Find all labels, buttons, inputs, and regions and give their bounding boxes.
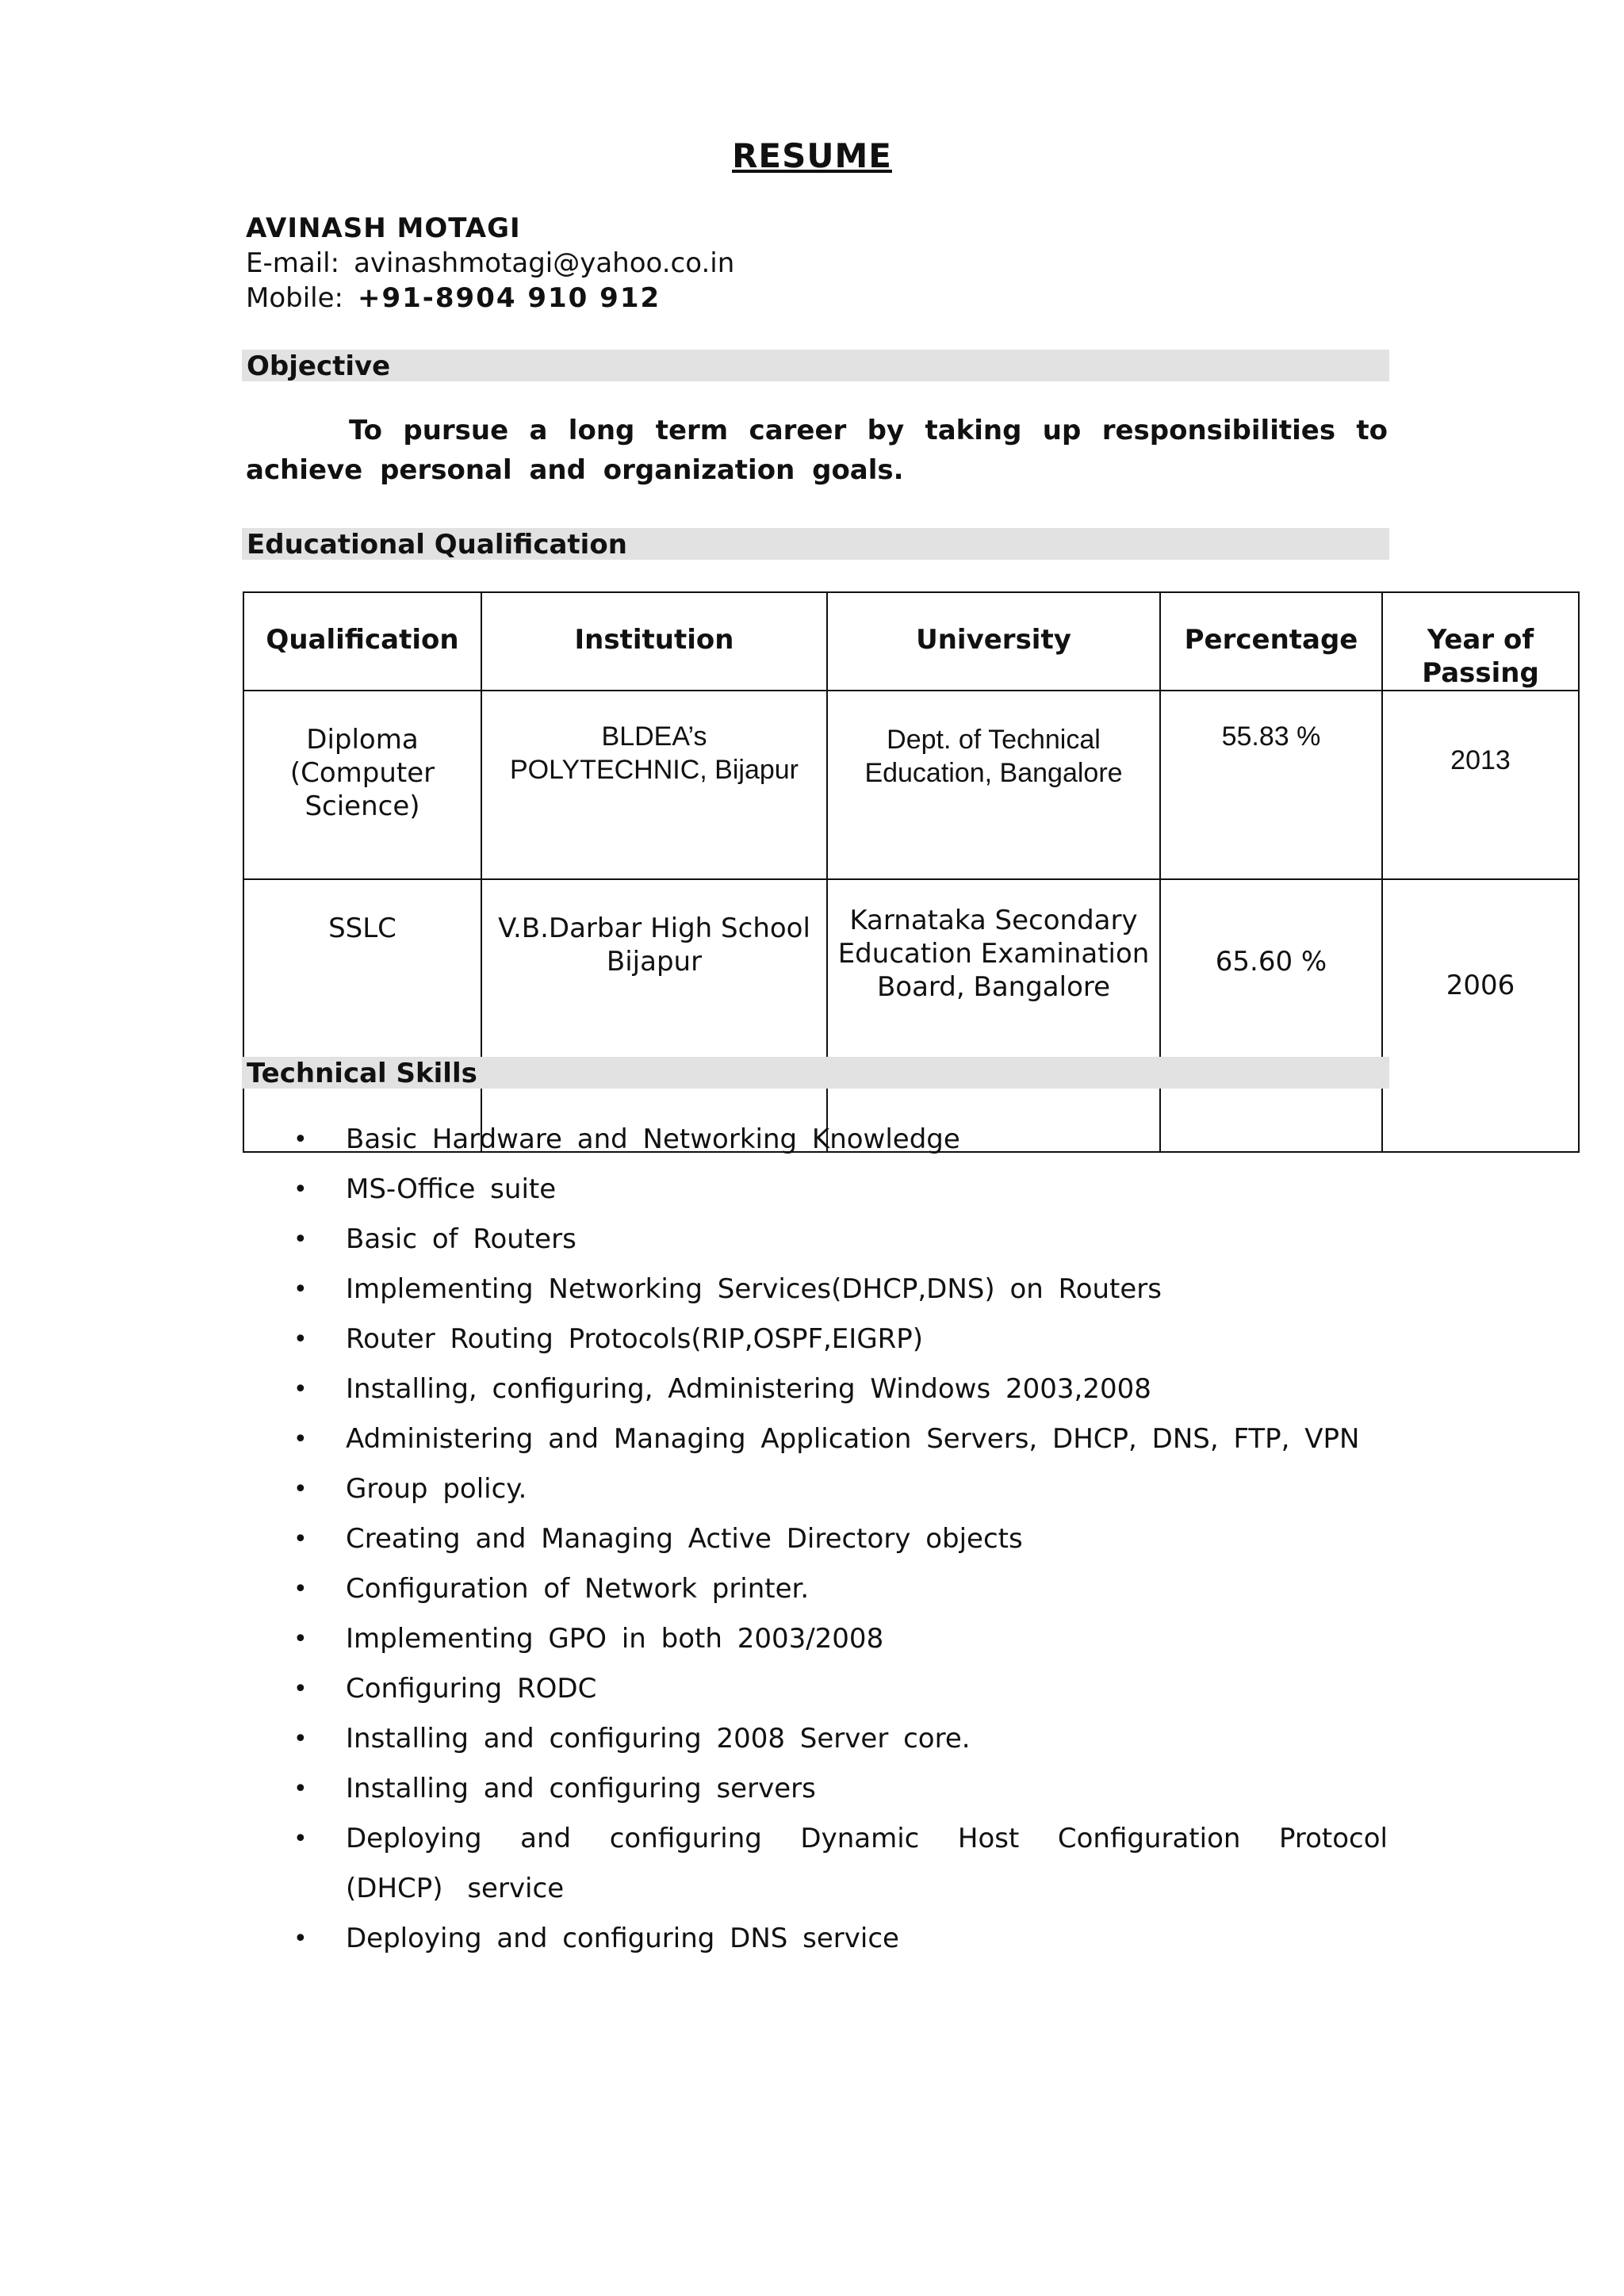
table-row	[243, 691, 1579, 879]
list-item: • Basic Hardware and Networking Knowledge	[293, 1115, 1388, 1165]
column-header: Year of Passing	[1382, 592, 1579, 691]
column-header: Institution	[481, 592, 827, 691]
skills-list	[293, 1115, 1388, 1964]
list-item: • Group policy.	[293, 1464, 1388, 1514]
list-item: • Router Routing Protocols(RIP,OSPF,EIGRP)	[293, 1314, 1388, 1364]
list-item: • MS-Office suite	[293, 1165, 1388, 1215]
bullet-icon: •	[293, 1575, 308, 1603]
list-item: • Configuration of Network printer.	[293, 1564, 1388, 1614]
university-cell: Dept. of Technical Education, Bangalore	[827, 691, 1160, 879]
institution-line: BLDEA’s	[601, 721, 707, 752]
list-item: • Implementing Networking Services(DHCP,DNS) on Routers	[293, 1265, 1388, 1314]
percentage-cell: 65.60 %	[1160, 879, 1382, 1152]
skills-heading: Technical Skills	[242, 1057, 1389, 1089]
objective-text: To pursue a long term career by taking up responsibilities to achieve personal and organization goals.	[246, 415, 1388, 486]
objective-heading: Objective	[242, 350, 1389, 381]
email-value: avinashmotagi@yahoo.co.in	[354, 247, 735, 279]
institution-line: V.B.Darbar High School	[498, 913, 810, 944]
list-item: • Implementing GPO in both 2003/2008	[293, 1614, 1388, 1664]
list-item: • Administering and Managing Application Servers, DHCP, DNS, FTP, VPN	[293, 1414, 1388, 1464]
bullet-icon: •	[293, 1276, 308, 1303]
table-header-row	[243, 592, 1579, 691]
column-header: Qualification	[243, 592, 481, 691]
list-item: • Installing, configuring, Administering Windows 2003,2008	[293, 1364, 1388, 1414]
institution-cell	[481, 879, 827, 1152]
email-line	[246, 246, 734, 281]
percentage-cell: 55.83 %	[1160, 691, 1382, 879]
contact-block	[246, 211, 734, 316]
education-heading: Educational Qualification	[242, 528, 1389, 560]
bullet-icon: •	[293, 1525, 308, 1553]
mobile-label: Mobile:	[246, 282, 343, 314]
bullet-icon: •	[293, 1825, 308, 1853]
table-row	[243, 879, 1579, 1152]
bullet-icon: •	[293, 1925, 308, 1953]
qualification-cell: Diploma (Computer Science)	[243, 691, 481, 879]
mobile-value: +91-8904 910 912	[357, 282, 661, 314]
page-title: RESUME	[732, 136, 892, 175]
list-item: • Deploying and configuring DNS service	[293, 1914, 1388, 1964]
bullet-icon: •	[293, 1625, 308, 1653]
column-header: Percentage	[1160, 592, 1382, 691]
list-item: • Basic of Routers	[293, 1215, 1388, 1265]
mobile-line	[246, 281, 734, 316]
bullet-icon: •	[293, 1226, 308, 1253]
institution-line: Bijapur	[606, 946, 703, 978]
bullet-icon: •	[293, 1675, 308, 1703]
email-label: E-mail:	[246, 247, 340, 279]
year-cell: 2013	[1382, 691, 1579, 879]
list-item: • Configuring RODC	[293, 1664, 1388, 1714]
bullet-icon: •	[293, 1326, 308, 1353]
bullet-icon: •	[293, 1176, 308, 1203]
year-cell: 2006	[1382, 879, 1579, 1152]
bullet-icon: •	[293, 1725, 308, 1753]
qualification-cell: SSLC	[243, 879, 481, 1152]
bullet-icon: •	[293, 1775, 308, 1803]
bullet-icon: •	[293, 1126, 308, 1154]
bullet-icon: •	[293, 1475, 308, 1503]
candidate-name: AVINASH MOTAGI	[246, 212, 521, 244]
university-cell: Karnataka Secondary Education Examination Board, Bangalore	[827, 879, 1160, 1152]
list-item: • Deploying and configuring Dynamic Host Configuration Protocol (DHCP) service	[293, 1814, 1388, 1914]
list-item: • Installing and configuring 2008 Server core.	[293, 1714, 1388, 1764]
institution-cell	[481, 691, 827, 879]
bullet-icon: •	[293, 1376, 308, 1403]
list-item: • Installing and configuring servers	[293, 1764, 1388, 1814]
institution-line: POLYTECHNIC, Bijapur	[509, 755, 799, 785]
column-header: University	[827, 592, 1160, 691]
list-item: • Creating and Managing Active Directory objects	[293, 1514, 1388, 1564]
bullet-icon: •	[293, 1425, 308, 1453]
